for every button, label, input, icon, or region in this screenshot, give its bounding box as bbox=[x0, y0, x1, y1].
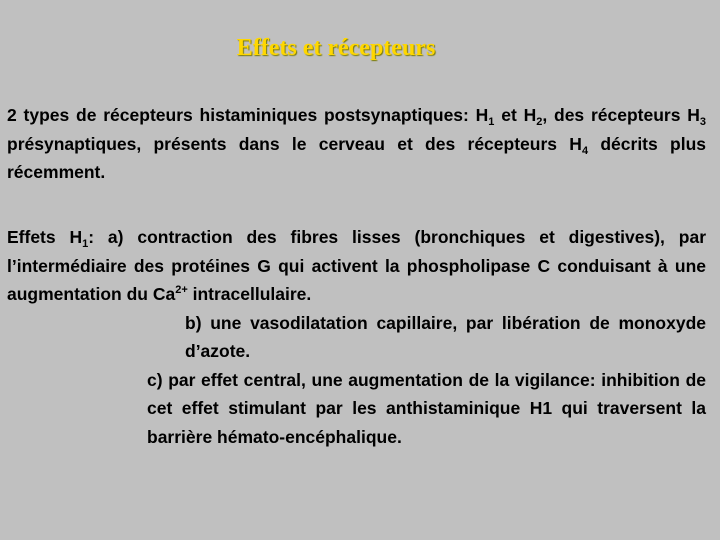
effect-a bbox=[7, 223, 706, 309]
subscript: 1 bbox=[488, 116, 495, 128]
slide-title: Effets et récepteurs bbox=[236, 35, 436, 61]
text-run: présynaptiques, présents dans le cerveau et des récepteurs H bbox=[7, 133, 582, 154]
subscript: 2 bbox=[536, 116, 543, 128]
superscript: 2+ bbox=[175, 284, 188, 296]
text-run: , des récepteurs H bbox=[542, 105, 700, 125]
subscript: 3 bbox=[699, 116, 706, 128]
text-run: Effets H bbox=[7, 227, 83, 247]
paragraph-h1-effects bbox=[7, 223, 706, 451]
subscript: 1 bbox=[82, 238, 89, 250]
effect-b: b) une vasodilatation capillaire, par libération de monoxyde d’azote. bbox=[185, 312, 706, 361]
text-run: décrits plus récemment. bbox=[7, 133, 707, 182]
text-run: intracellulaire. bbox=[187, 284, 312, 304]
text-run: et H bbox=[494, 105, 537, 125]
text-run: 2 types de récepteurs histaminiques postsynaptiques: H bbox=[7, 105, 489, 125]
text-run: : a) contraction des fibres lisses (bronchiques et digestives), par l’intermédiaire des protéines G qui activent la phospholipase C conduisant à une augmentation du Ca bbox=[7, 227, 707, 304]
effect-c: c) par effet central, une augmentation de la vigilance: inhibition de cet effet stimulant par les anthistaminique H1 qui traversent la barrière hémato-encéphalique. bbox=[147, 369, 706, 447]
subscript: 4 bbox=[581, 144, 589, 157]
paragraph-receptor-types bbox=[7, 101, 706, 187]
